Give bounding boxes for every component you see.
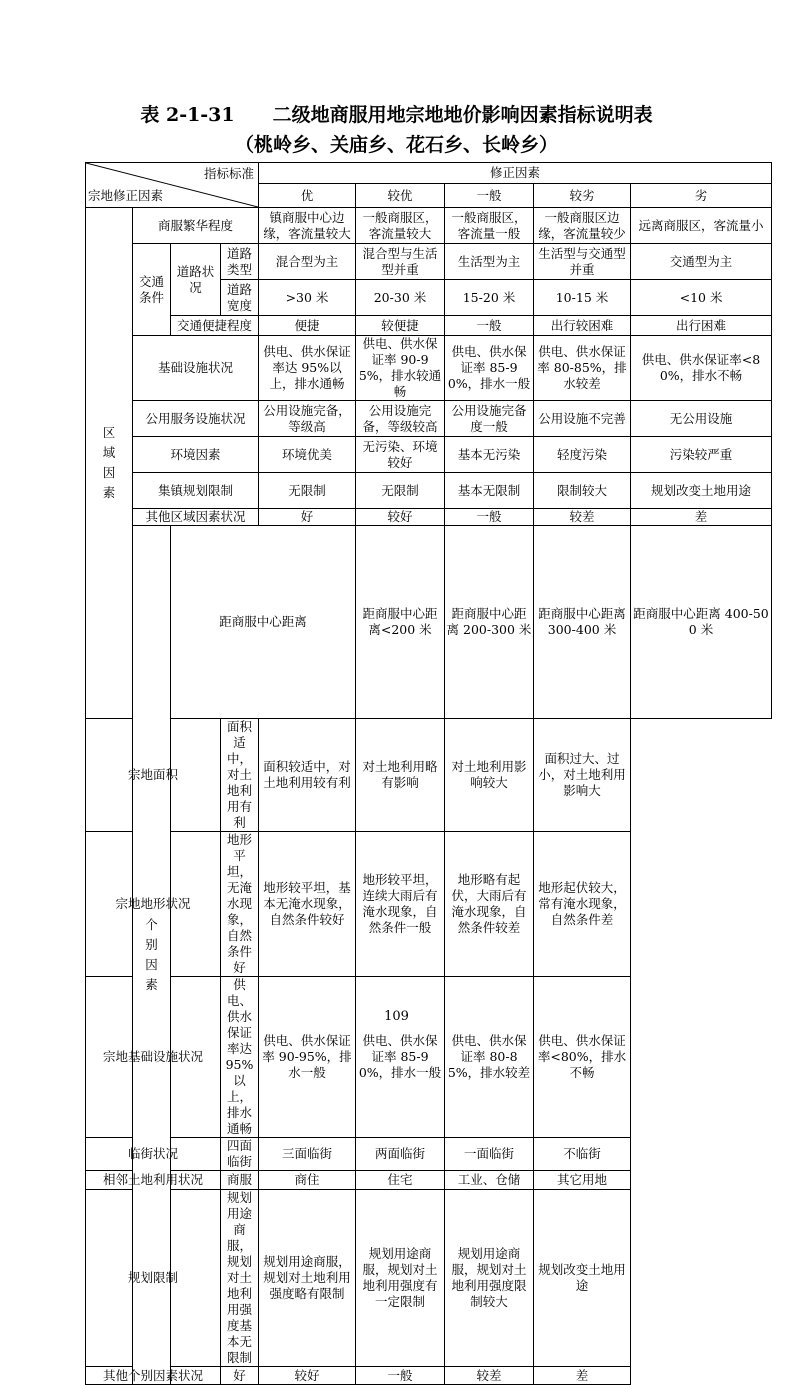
row-label: 相邻土地利用状况 (86, 1171, 221, 1190)
cell: 供电、供水保证率达 95%以上，排水通畅 (259, 336, 356, 401)
cell: 一般 (356, 1367, 445, 1385)
cell: 面积较适中，对土地利用较有利 (259, 719, 356, 832)
cell: 无限制 (356, 473, 445, 509)
cell: 供电、供水保证率 90-95%，排水较通畅 (356, 336, 445, 401)
cell: 三面临街 (259, 1138, 356, 1171)
cell: 15-20 米 (445, 280, 534, 316)
individual-factor-label: 个 别 因 素 (133, 526, 171, 1385)
cell: 供电、供水保证率<80%，排水不畅 (534, 977, 631, 1138)
cell: 工业、仓储 (445, 1171, 534, 1190)
header-group: 修正因素 (259, 163, 772, 184)
cell: 差 (534, 1367, 631, 1385)
cell: 不临街 (534, 1138, 631, 1171)
cell: 无限制 (259, 473, 356, 509)
cell: 距商服中心距离 200-300 米 (445, 526, 534, 719)
cell: 规划改变土地用途 (631, 473, 772, 509)
cell: 一般 (445, 316, 534, 336)
row-label: 宗地面积 (86, 719, 221, 832)
cell: 规划用途商服，规划对土地利用强度基本无限制 (221, 1190, 259, 1367)
price-factor-table (85, 162, 772, 1385)
grade-header: 较劣 (534, 184, 631, 208)
cell: 生活型为主 (445, 244, 534, 280)
corner-label-standard: 指标标准 (203, 166, 254, 181)
row-label: 集镇规划限制 (133, 473, 259, 509)
cell: 基本无污染 (445, 437, 534, 473)
cell: <10 米 (631, 280, 772, 316)
cell: 商住 (259, 1171, 356, 1190)
cell: 供电、供水保证率 85-90%，排水一般 (356, 977, 445, 1138)
grade-header: 一般 (445, 184, 534, 208)
cell: >30 米 (259, 280, 356, 316)
cell: 一般商服区，客流量一般 (445, 208, 534, 244)
corner-label-factor: 宗地修正因素 (88, 188, 164, 203)
cell: 距商服中心距离<200 米 (356, 526, 445, 719)
cell: 生活型与交通型并重 (534, 244, 631, 280)
cell: 对土地利用略有影响 (356, 719, 445, 832)
cell: 轻度污染 (534, 437, 631, 473)
cell: 地形略有起伏，大雨后有淹水现象，自然条件较差 (445, 832, 534, 977)
cell: 供电、供水保证率 90-95%，排水一般 (259, 977, 356, 1138)
cell: 规划用途商服，规划对土地利用强度略有限制 (259, 1190, 356, 1367)
row-label: 其他区域因素状况 (133, 509, 259, 526)
cell: 混合型为主 (259, 244, 356, 280)
row-label: 商服繁华程度 (133, 208, 259, 244)
row-label: 基础设施状况 (133, 336, 259, 401)
grade-header: 劣 (631, 184, 772, 208)
cell: 供电、供水保证率<80%，排水不畅 (631, 336, 772, 401)
page-number: 109 (384, 1009, 409, 1024)
cell: 远离商服区，客流量小 (631, 208, 772, 244)
cell: 无污染、环境较好 (356, 437, 445, 473)
cell: 公用设施完备，等级高 (259, 401, 356, 437)
cell: 供电、供水保证率 85-90%，排水一般 (445, 336, 534, 401)
cell: 距商服中心距离 400-500 米 (631, 526, 772, 719)
cell: 商服 (221, 1171, 259, 1190)
row-label: 距商服中心距离 (171, 526, 356, 719)
cell: 距商服中心距离 300-400 米 (534, 526, 631, 719)
cell: 一面临街 (445, 1138, 534, 1171)
cell: 较差 (445, 1367, 534, 1385)
cell: 好 (221, 1367, 259, 1385)
cell: 地形起伏较大，常有淹水现象，自然条件差 (534, 832, 631, 977)
cell: 面积适中，对土地利用有利 (221, 719, 259, 832)
cell: 差 (631, 509, 772, 526)
cell: 较差 (534, 509, 631, 526)
cell: 无公用设施 (631, 401, 772, 437)
cell: 出行较困难 (534, 316, 631, 336)
cell: 较好 (259, 1367, 356, 1385)
region-factor-label: 区 域 因 素 (86, 208, 133, 719)
row-label: 其他个别因素状况 (86, 1367, 221, 1385)
row-label: 规划限制 (86, 1190, 221, 1367)
header-corner-cell (86, 163, 259, 208)
cell: 混合型与生活型并重 (356, 244, 445, 280)
cell: 交通型为主 (631, 244, 772, 280)
cell: 地形较平坦，连续大雨后有淹水现象，自然条件一般 (356, 832, 445, 977)
cell: 面积过大、过小，对土地利用影响大 (534, 719, 631, 832)
grade-header: 较优 (356, 184, 445, 208)
cell: 地形较平坦，基本无淹水现象，自然条件较好 (259, 832, 356, 977)
cell: 基本无限制 (445, 473, 534, 509)
cell: 一般 (445, 509, 534, 526)
cell: 供电、供水保证率达 95%以上，排水通畅 (221, 977, 259, 1138)
row-label: 道路类型 (221, 244, 259, 280)
cell: 地形平坦，无淹水现象，自然条件好 (221, 832, 259, 977)
cell: 镇商服中心边缘，客流量较大 (259, 208, 356, 244)
cell: 环境优美 (259, 437, 356, 473)
cell: 出行困难 (631, 316, 772, 336)
cell: 其它用地 (534, 1171, 631, 1190)
cell: 规划用途商服，规划对土地利用强度限制较大 (445, 1190, 534, 1367)
table-subtitle: （桃岭乡、关庙乡、花石乡、长岭乡） (234, 134, 558, 156)
row-label-road: 道路状况 (171, 244, 221, 316)
cell: 规划改变土地用途 (534, 1190, 631, 1367)
row-label: 公用服务设施状况 (133, 401, 259, 437)
cell: 污染较严重 (631, 437, 772, 473)
grade-header: 优 (259, 184, 356, 208)
cell: 公用设施完备度一般 (445, 401, 534, 437)
cell: 公用设施完备，等级较高 (356, 401, 445, 437)
row-label: 交通便捷程度 (171, 316, 259, 336)
cell: 住宅 (356, 1171, 445, 1190)
cell: 供电、供水保证率 80-85%，排水较差 (534, 336, 631, 401)
cell: 较好 (356, 509, 445, 526)
row-label: 环境因素 (133, 437, 259, 473)
cell: 两面临街 (356, 1138, 445, 1171)
cell: 20-30 米 (356, 280, 445, 316)
cell: 对土地利用影响较大 (445, 719, 534, 832)
cell: 一般商服区边缘，客流量较少 (534, 208, 631, 244)
cell: 限制较大 (534, 473, 631, 509)
cell: 一般商服区，客流量较大 (356, 208, 445, 244)
cell: 四面临街 (221, 1138, 259, 1171)
cell: 好 (259, 509, 356, 526)
row-label: 宗地地形状况 (86, 832, 221, 977)
table-title: 表 2-1-31 二级地商服用地宗地地价影响因素指标说明表 (140, 104, 653, 126)
cell: 供电、供水保证率 80-85%，排水较差 (445, 977, 534, 1138)
cell: 规划用途商服，规划对土地利用强度有一定限制 (356, 1190, 445, 1367)
row-label: 宗地基础设施状况 (86, 977, 221, 1138)
row-label: 临街状况 (86, 1138, 221, 1171)
cell: 便捷 (259, 316, 356, 336)
cell: 公用设施不完善 (534, 401, 631, 437)
row-label-traffic: 交通条件 (133, 244, 171, 336)
cell: 10-15 米 (534, 280, 631, 316)
row-label: 道路宽度 (221, 280, 259, 316)
cell: 较便捷 (356, 316, 445, 336)
